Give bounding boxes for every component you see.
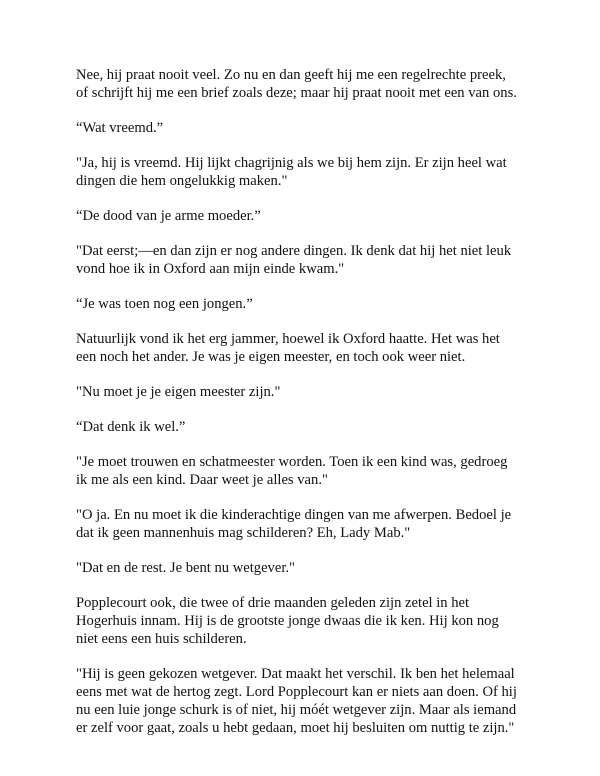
paragraph: "Je moet trouwen en schatmeester worden. Toen ik een kind was, gedroeg ik me als een kind. Daar weet je alles van." bbox=[76, 454, 508, 488]
body-text bbox=[76, 66, 546, 754]
paragraph: Nee, hij praat nooit veel. Zo nu en dan geeft hij me een regelrechte preek, of schrijft hij me een brief zoals deze; maar hij praat nooit met een van ons. bbox=[76, 67, 517, 101]
paragraph: Natuurlijk vond ik het erg jammer, hoewel ik Oxford haatte. Het was het een noch het ander. Je was je eigen meester, en toch ook weer niet. bbox=[76, 331, 500, 365]
paragraph: "Hij is geen gekozen wetgever. Dat maakt het verschil. Ik ben het helemaal eens met wat de hertog zegt. Lord Popplecourt kan er niets aan doen. Of hij nu een luie jonge schurk is of niet, hij móét wetgever zijn. Maar als iemand er zelf voor gaat, zoals u hebt gedaan, moet hij besluiten om nuttig te zijn." bbox=[76, 666, 517, 736]
paragraph: “Je was toen nog een jongen.” bbox=[76, 296, 253, 312]
paragraph: "Ja, hij is vreemd. Hij lijkt chagrijnig als we bij hem zijn. Er zijn heel wat dingen die hem ongelukkig maken." bbox=[76, 155, 507, 189]
paragraph: "Dat eerst;—en dan zijn er nog andere dingen. Ik denk dat hij het niet leuk vond hoe ik in Oxford aan mijn einde kwam." bbox=[76, 243, 512, 277]
paragraph: “Wat vreemd.” bbox=[76, 120, 164, 136]
paragraph: “De dood van je arme moeder.” bbox=[76, 208, 261, 224]
paragraph: "Nu moet je je eigen meester zijn." bbox=[76, 384, 281, 400]
paragraph: “Dat denk ik wel.” bbox=[76, 419, 186, 435]
paragraph: "Dat en de rest. Je bent nu wetgever." bbox=[76, 560, 295, 576]
paragraph: "O ja. En nu moet ik die kinderachtige dingen van me afwerpen. Bedoel je dat ik geen mannenhuis mag schilderen? Eh, Lady Mab." bbox=[76, 507, 512, 541]
paragraph: Popplecourt ook, die twee of drie maanden geleden zijn zetel in het Hogerhuis innam. Hij is de grootste jonge dwaas die ik ken. Hij kon nog niet eens een huis schilderen. bbox=[76, 595, 499, 647]
